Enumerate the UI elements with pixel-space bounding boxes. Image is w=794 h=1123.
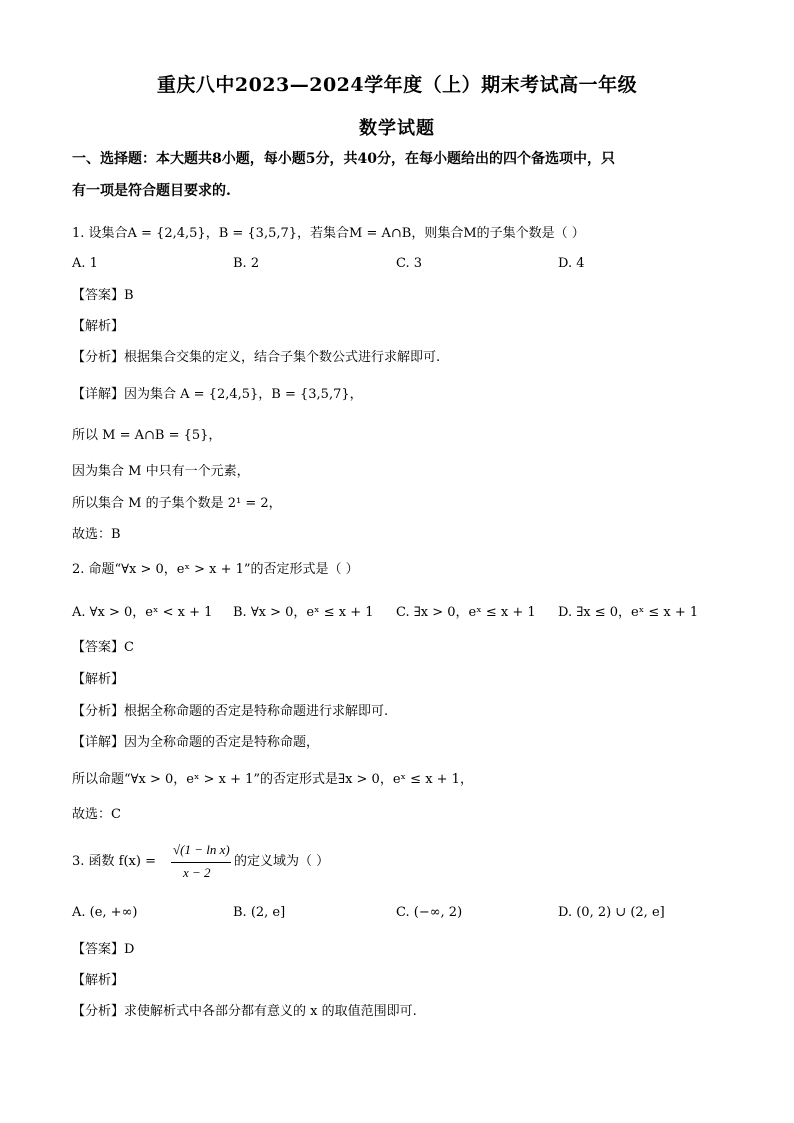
q1-fenxi: 【分析】根据集合交集的定义，结合子集个数公式进行求解即可.: [72, 350, 441, 365]
q1-choose: 故选：B: [72, 527, 121, 542]
q1-detail-4: 所以集合 M 的子集个数是 2¹ = 2，: [72, 496, 282, 511]
q3-analysis-label: 【解析】: [72, 973, 125, 988]
section-heading-line2: 有一项是符合题目要求的.: [72, 183, 231, 199]
q2-stem: 2. 命题“∀x > 0，eˣ > x + 1”的否定形式是（ ）: [72, 562, 359, 577]
q3-fraction-bar: [171, 862, 231, 863]
q3-fraction: [171, 842, 233, 882]
q3-option-d: D. (0, 2) ∪ (2, e]: [558, 905, 665, 920]
page-subtitle: 数学试题: [359, 118, 435, 139]
q1-stem: 1. 设集合A = {2,4,5}，B = {3,5,7}，若集合M = A∩B，则集合M的子集个数是（ ）: [72, 226, 585, 241]
q2-fenxi: 【分析】根据全称命题的否定是特称命题进行求解即可.: [72, 704, 389, 719]
q2-choose: 故选：C: [72, 807, 121, 822]
q1-option-d: D. 4: [558, 256, 585, 271]
q3-fenxi: 【分析】求使解析式中各部分都有意义的 x 的取值范围即可.: [72, 1004, 417, 1019]
q2-option-a: A. ∀x > 0，eˣ < x + 1: [72, 605, 213, 620]
q3-option-b: B. (2, e]: [233, 905, 286, 920]
q2-detail-2: 所以命题“∀x > 0，eˣ > x + 1”的否定形式是∃x > 0，eˣ ≤ x + 1，: [72, 772, 473, 787]
q3-fraction-numerator: √(1 − ln x): [173, 842, 230, 857]
q2-detail-1: 【详解】因为全称命题的否定是特称命题，: [72, 735, 320, 750]
q2-answer: 【答案】C: [72, 640, 134, 655]
section-heading-line1: 一、选择题：本大题共8小题，每小题5分，共40分，在每小题给出的四个备选项中，只: [72, 151, 615, 167]
q2-analysis-label: 【解析】: [72, 672, 125, 687]
q1-detail-1: 【详解】因为集合 A = {2,4,5}，B = {3,5,7}，: [72, 387, 363, 402]
q3-fraction-denominator: x − 2: [183, 865, 211, 880]
q2-option-c: C. ∃x > 0，eˣ ≤ x + 1: [396, 605, 536, 620]
q1-answer: 【答案】B: [72, 288, 134, 303]
q1-analysis-label: 【解析】: [72, 319, 125, 334]
q1-detail-3: 因为集合 M 中只有一个元素，: [72, 464, 250, 479]
q3-option-a: A. (e, +∞): [72, 905, 138, 920]
q2-option-d: D. ∃x ≤ 0，eˣ ≤ x + 1: [558, 605, 699, 620]
q3-stem-prefix: 3. 函数 f(x) =: [72, 854, 156, 869]
q1-option-c: C. 3: [396, 256, 423, 271]
q3-stem-suffix: 的定义域为（ ）: [234, 854, 330, 869]
q1-detail-2: 所以 M = A∩B = {5}，: [72, 428, 222, 443]
q2-option-b: B. ∀x > 0，eˣ ≤ x + 1: [233, 605, 374, 620]
q3-answer: 【答案】D: [72, 942, 135, 957]
q3-option-c: C. (−∞, 2): [396, 905, 463, 920]
q1-option-b: B. 2: [233, 256, 260, 271]
q1-option-a: A. 1: [72, 256, 98, 271]
page-title: 重庆八中2023—2024学年度（上）期末考试高一年级: [156, 74, 638, 96]
